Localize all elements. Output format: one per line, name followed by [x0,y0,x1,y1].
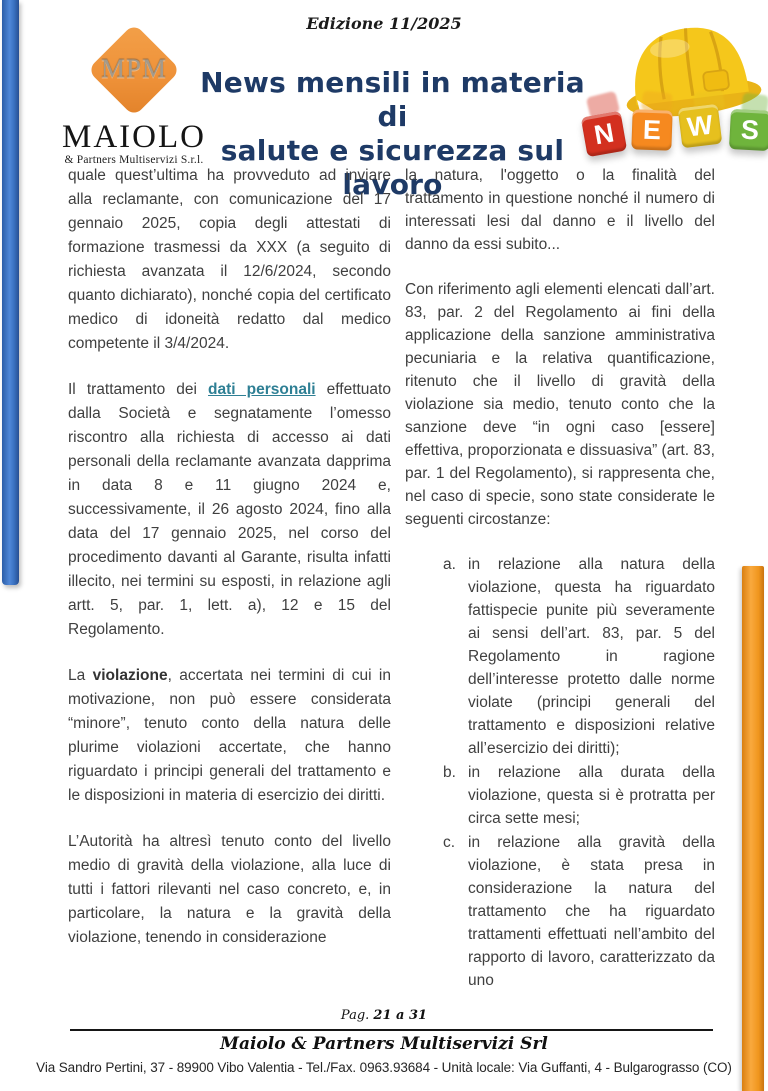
right-column [405,164,715,993]
list-marker: c. [443,834,456,851]
paragraph-autorita: L’Autorità ha altresì tenuto conto del livello medio di gravità della violazione, alla luce di tutti i fattori rilevanti nel caso concreto, e, in particolare, la natura e la gravità della violazione, tenendo in considerazione [68,833,391,946]
left-accent-bar [2,0,19,585]
list-marker: a. [443,556,456,573]
company-logo [58,22,210,166]
logo-company-name: MAIOLO [62,119,206,155]
edition-label: Edizione 11/2025 [306,14,462,33]
footer-address: Via Sandro Pertini, 37 - 89900 Vibo Valentia - Tel./Fax. 0963.93684 - Unità locale: Via Guffanti, 4 - Bulgarograsso (CO) [36,1060,732,1075]
personal-data-link[interactable]: dati personali [208,381,316,398]
list-text: in relazione alla natura della violazione, questa ha riguardato fattispecie punite più severamente ai sensi dell’art. 83, par. 5 del Regolamento in ragione dell’interesse protetto dalle norme violate (principi generali del trattamento e disposizioni relative all’esercizio dei diritti); [468,556,715,757]
news-cube-e: E [631,109,672,150]
violazione-bold: violazione [92,667,168,684]
news-cube-n: N [581,111,627,157]
news-cube-w: W [678,104,723,149]
text-segment: effettuato dalla Società e segnatamente l’omesso riscontro alla richiesta di accesso ai dati personali della reclamante avanzata dapprima in data 8 e 11 giugno 2024 e, successivamente, il 26 agosto 2024, fino alla data del 17 gennaio 2025, nel corso del procedimento davanti al Garante, risulta infatti illecito, nei termini su esposti, in relazione agli artt. 5, par. 1, lett. a), 12 e 15 del Regolamento. [68,381,391,638]
paragraph-natura: la natura, l'oggetto o la finalità del trattamento in questione nonché il numero di interessati lesi dal danno e il livello del danno da essi subito... [405,167,715,253]
page-number-value: 21 a 31 [373,1008,428,1023]
paragraph-violazione [68,664,391,808]
footer-company-name: Maiolo & Partners Multiservizi Srl [220,1034,548,1054]
title-line-2: salute e sicurezza sul lavoro [220,134,565,201]
list-item-c [405,831,715,992]
paragraph-riferimento: Con riferimento agli elementi elencati dall’art. 83, par. 2 del Regolamento ai fini della applicazione della sanzione amministrativa pecuniaria e la relativa quantificazione, ritenuto che il livello di gravità della violazione sia medio, tenuto conto che la sanzione deve “in ogni caso [essere] effettiva, proporzionata e dissuasiva” (art. 83, par. 1 del Regolamento), si rappresenta che, nel caso di specie, sono state considerate le seguenti circostanze: [405,281,715,528]
list-text: in relazione alla gravità della violazione, è stata presa in considerazione la natura del trattamento che ha riguardato trattamenti effettuati nell’ambito del rapporto di lavoro, caratterizzato da uno [468,834,715,989]
list-item-b [405,761,715,830]
logo-diamond-wrap [58,22,210,118]
paragraph-trattamento [68,378,391,642]
news-blocks [584,100,768,158]
logo-monogram: MPM [100,53,168,84]
text-segment: La [68,667,93,684]
list-marker: b. [443,764,456,781]
title-line-1: News mensili in materia di [200,66,585,133]
logo-company-subtitle: & Partners Multiservizi S.r.l. [64,154,204,166]
page-number-label: Pag. [340,1008,370,1023]
paragraph-provveduto: quale quest’ultima ha provveduto ad inviare alla reclamante, con comunicazione del 17 gennaio 2025, copia degli attestati di formazione trasmessi da XXX (a seguito di richiesta avanzata il 12/6/2024, secondo quanto dichiarato), nonché copia del certificato medico di idoneità redatto dal medico competente il 3/4/2024. [68,167,391,352]
text-segment: , accertata nei termini di cui in motivazione, non può essere considerata “minore”, tenuto conto della natura delle plurime violazioni accertate, che hanno riguardato i principi generali del trattamento e le disposizioni in materia di esercizio dei diritti. [68,667,391,804]
list-item-a [405,553,715,760]
left-column [68,164,391,972]
page-number [0,1008,768,1023]
news-cube-s: S [729,109,768,151]
footer-divider [70,1029,713,1031]
text-segment: Il trattamento dei [68,381,209,398]
list-text: in relazione alla durata della violazione, questa si è protratta per circa sette mesi; [468,764,715,827]
